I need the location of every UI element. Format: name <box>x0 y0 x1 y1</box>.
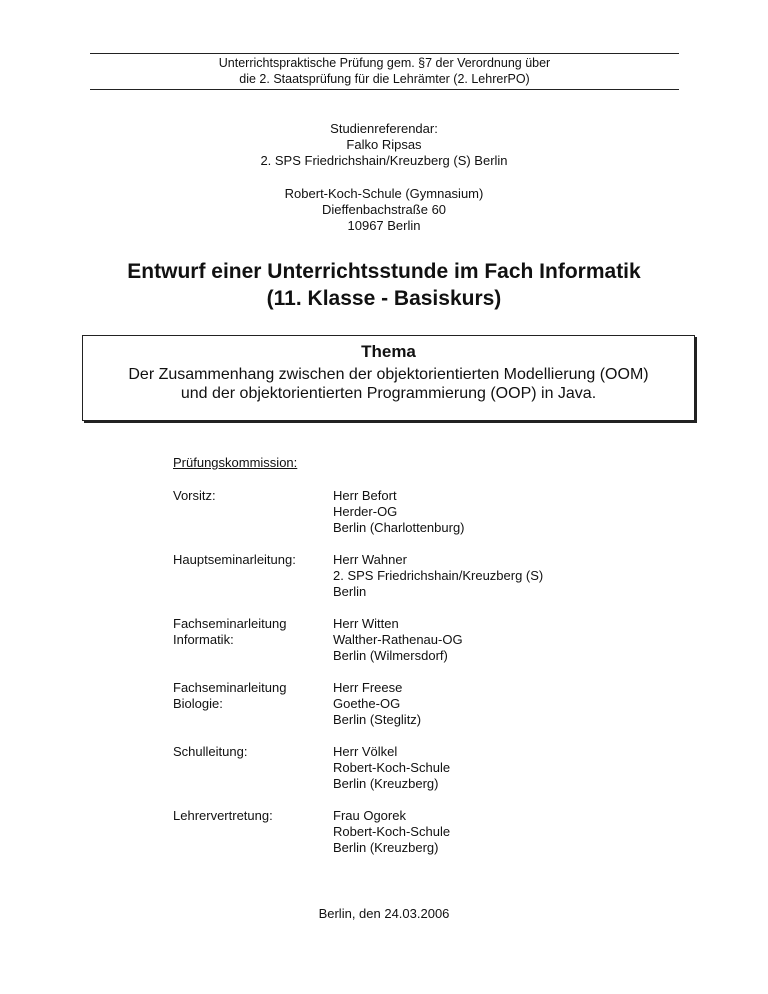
referendar-seminar: 2. SPS Friedrichshain/Kreuzberg (S) Berlin <box>260 153 508 168</box>
committee-section <box>173 455 543 872</box>
school-street: Dieffenbachstraße 60 <box>321 202 447 217</box>
committee-member <box>333 808 450 856</box>
member-institution: Walther-Rathenau-OG <box>333 632 463 647</box>
committee-row <box>173 744 543 792</box>
document-title <box>0 258 768 312</box>
member-institution: 2. SPS Friedrichshain/Kreuzberg (S) <box>333 568 544 583</box>
committee-role <box>173 616 333 664</box>
committee-row <box>173 616 543 664</box>
referendar-label: Studienreferendar: <box>330 121 438 136</box>
role-line-1: Fachseminarleitung <box>173 680 287 695</box>
committee-member <box>333 744 450 792</box>
exam-header <box>90 53 679 90</box>
member-institution: Herder-OG <box>333 504 398 519</box>
member-institution: Goethe-OG <box>333 696 401 711</box>
topic-line-1: Der Zusammenhang zwischen der objektorientierten Modellierung (OOM) <box>128 366 649 383</box>
role-line-2: Biologie: <box>173 696 223 711</box>
member-location: Berlin <box>333 584 367 599</box>
role-line-1: Hauptseminarleitung: <box>173 552 296 567</box>
committee-row <box>173 808 543 856</box>
role-line-1: Schulleitung: <box>173 744 248 759</box>
committee-role <box>173 744 333 792</box>
role-line-2: Informatik: <box>173 632 234 647</box>
committee-role <box>173 808 333 856</box>
school-city: 10967 Berlin <box>347 218 421 233</box>
school-block <box>0 186 768 234</box>
member-institution: Robert-Koch-Schule <box>333 824 451 839</box>
committee-row <box>173 680 543 728</box>
committee-member <box>333 616 463 664</box>
header-line-2: die 2. Staatsprüfung für die Lehrämter (2. LehrerPO) <box>239 72 530 86</box>
role-line-1: Lehrervertretung: <box>173 808 273 823</box>
title-line-2: (11. Klasse - Basiskurs) <box>266 287 502 310</box>
referendar-name: Falko Ripsas <box>346 137 422 152</box>
topic-box <box>82 335 695 421</box>
topic-text <box>83 365 694 403</box>
member-name: Herr Wahner <box>333 552 407 567</box>
committee-member <box>333 552 543 600</box>
member-name: Frau Ogorek <box>333 808 406 823</box>
committee-row <box>173 488 543 536</box>
topic-heading: Thema <box>361 342 416 361</box>
committee-role <box>173 680 333 728</box>
member-name: Herr Freese <box>333 680 403 695</box>
member-location: Berlin (Kreuzberg) <box>333 840 439 855</box>
title-line-1: Entwurf einer Unterrichtsstunde im Fach Informatik <box>127 260 641 283</box>
member-location: Berlin (Wilmersdorf) <box>333 648 448 663</box>
member-location: Berlin (Steglitz) <box>333 712 422 727</box>
member-name: Herr Witten <box>333 616 399 631</box>
committee-row <box>173 552 543 600</box>
referendar-block <box>0 121 768 169</box>
member-location: Berlin (Charlottenburg) <box>333 520 465 535</box>
role-line-1: Fachseminarleitung <box>173 616 287 631</box>
role-line-1: Vorsitz: <box>173 488 216 503</box>
header-line-1: Unterrichtspraktische Prüfung gem. §7 der Verordnung über <box>218 56 551 70</box>
member-name: Herr Befort <box>333 488 397 503</box>
school-name: Robert-Koch-Schule (Gymnasium) <box>284 186 484 201</box>
committee-member <box>333 488 465 536</box>
topic-line-2: und der objektorientierten Programmierung (OOP) in Java. <box>180 385 597 402</box>
member-institution: Robert-Koch-Schule <box>333 760 451 775</box>
committee-role <box>173 488 333 536</box>
committee-heading: Prüfungskommission: <box>173 455 298 470</box>
member-name: Herr Völkel <box>333 744 398 759</box>
committee-member <box>333 680 421 728</box>
member-location: Berlin (Kreuzberg) <box>333 776 439 791</box>
committee-role <box>173 552 333 600</box>
place-date: Berlin, den 24.03.2006 <box>318 906 450 921</box>
